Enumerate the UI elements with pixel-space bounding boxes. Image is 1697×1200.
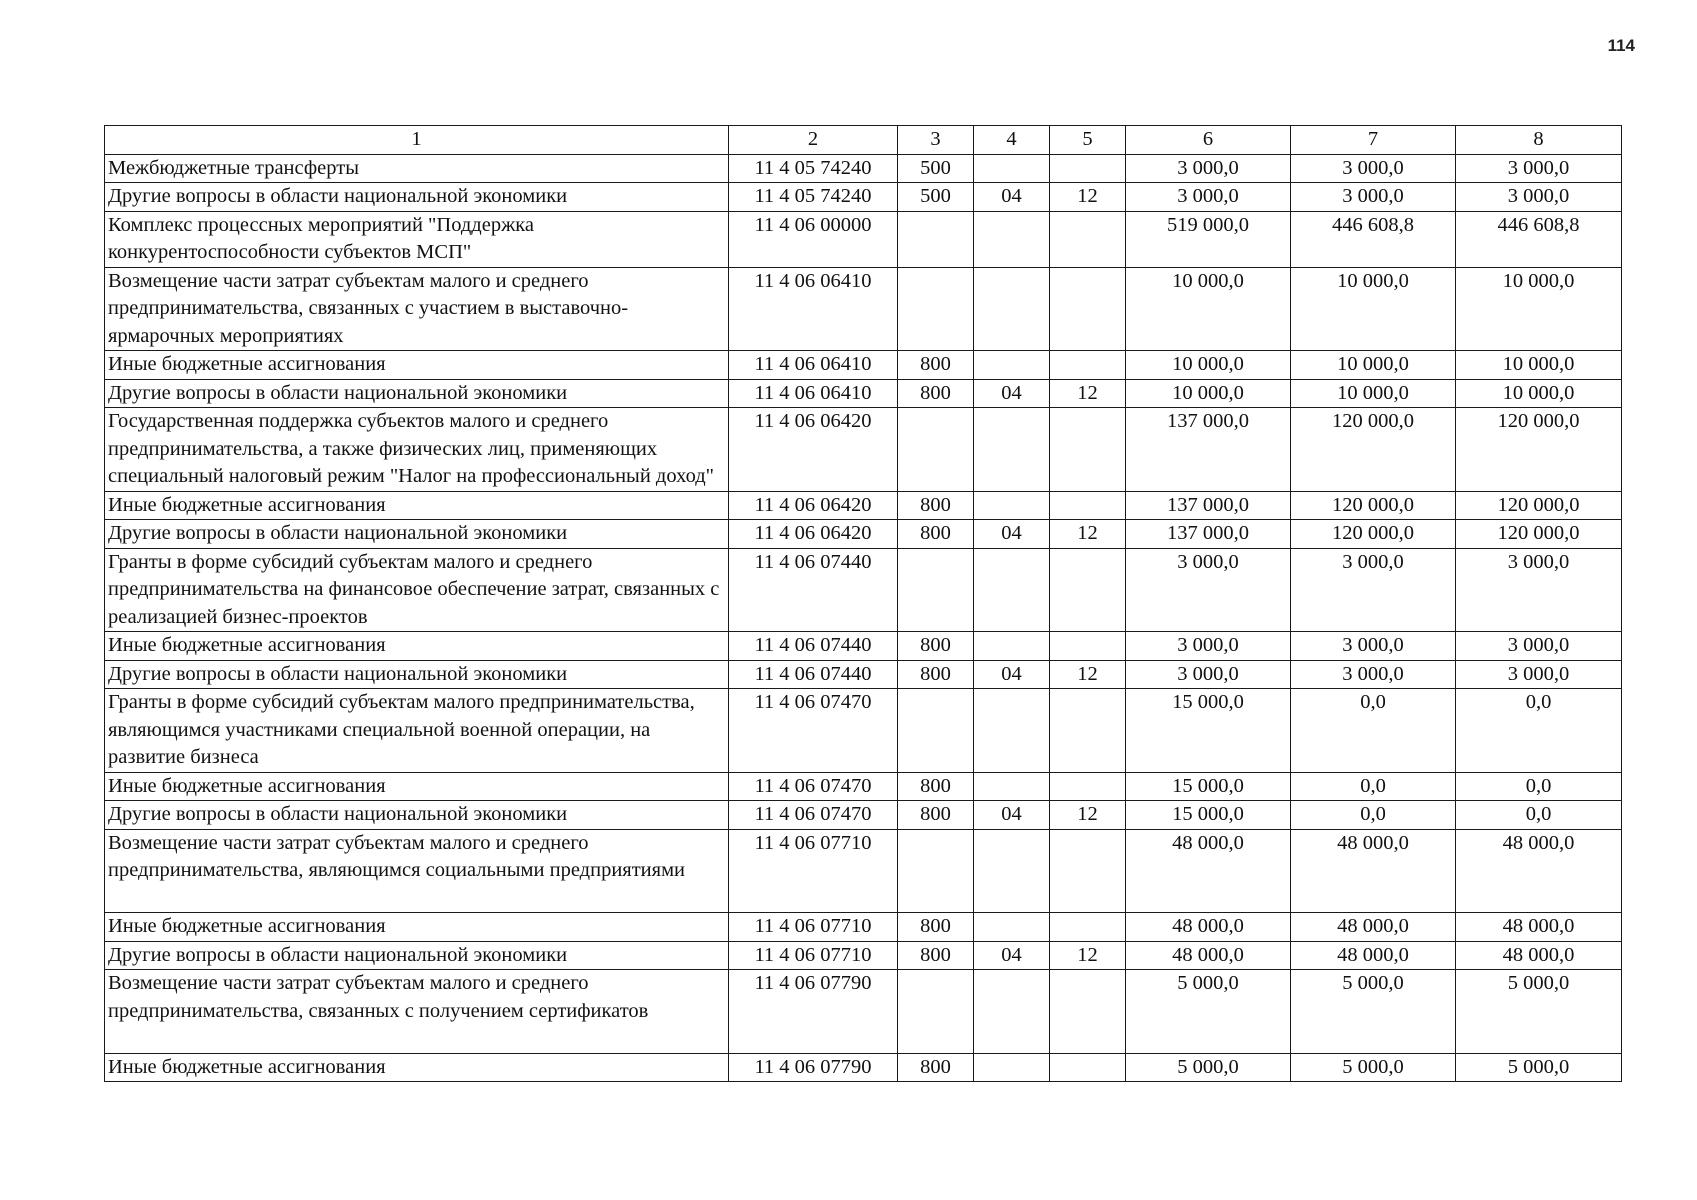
row-amount-col8-cell: 0,0 (1456, 772, 1622, 801)
table-row (105, 1053, 1622, 1082)
table-row (105, 408, 1622, 492)
row-amount-col7-cell: 5 000,0 (1291, 970, 1456, 1054)
row-amount-col8-cell: 3 000,0 (1456, 660, 1622, 689)
row-expense-type-cell: 800 (898, 491, 974, 520)
table-row (105, 772, 1622, 801)
row-code-cell: 11 4 06 06420 (729, 408, 898, 492)
row-amount-col8-cell: 120 000,0 (1456, 520, 1622, 549)
row-section-cell: 04 (974, 183, 1050, 212)
row-amount-col7-cell: 446 608,8 (1291, 211, 1456, 267)
row-subsection-cell: 12 (1050, 941, 1126, 970)
row-expense-type-cell (898, 548, 974, 632)
row-amount-col8-cell: 120 000,0 (1456, 408, 1622, 492)
row-code-cell: 11 4 06 07470 (729, 801, 898, 830)
row-section-cell: 04 (974, 801, 1050, 830)
row-code-cell: 11 4 06 07710 (729, 941, 898, 970)
row-amount-col8-cell: 3 000,0 (1456, 548, 1622, 632)
row-subsection-cell (1050, 829, 1126, 913)
row-section-cell (974, 408, 1050, 492)
row-section-cell (974, 267, 1050, 351)
table-row (105, 520, 1622, 549)
row-amount-col6-cell: 3 000,0 (1126, 548, 1291, 632)
row-amount-col8-cell: 48 000,0 (1456, 829, 1622, 913)
row-name-cell: Другие вопросы в области национальной экономики (105, 520, 729, 549)
row-code-cell: 11 4 05 74240 (729, 183, 898, 212)
row-expense-type-cell (898, 970, 974, 1054)
row-section-cell (974, 689, 1050, 773)
row-name-cell: Гранты в форме субсидий субъектам малого предпринимательства, являющимся участниками специальной военной операции, на развитие бизнеса (105, 689, 729, 773)
row-name-cell: Иные бюджетные ассигнования (105, 491, 729, 520)
row-name-cell: Государственная поддержка субъектов малого и среднего предпринимательства, а также физических лиц, применяющих специальный налоговый режим "Налог на профессиональный доход" (105, 408, 729, 492)
row-section-cell (974, 913, 1050, 942)
row-subsection-cell (1050, 548, 1126, 632)
row-amount-col8-cell: 3 000,0 (1456, 154, 1622, 183)
row-amount-col6-cell: 10 000,0 (1126, 351, 1291, 380)
row-subsection-cell: 12 (1050, 183, 1126, 212)
row-amount-col7-cell: 120 000,0 (1291, 491, 1456, 520)
row-subsection-cell: 12 (1050, 801, 1126, 830)
row-amount-col6-cell: 3 000,0 (1126, 154, 1291, 183)
row-subsection-cell (1050, 351, 1126, 380)
row-amount-col6-cell: 10 000,0 (1126, 267, 1291, 351)
row-expense-type-cell (898, 689, 974, 773)
row-amount-col7-cell: 5 000,0 (1291, 1053, 1456, 1082)
row-expense-type-cell (898, 211, 974, 267)
row-section-cell: 04 (974, 379, 1050, 408)
column-number-2: 2 (729, 126, 898, 155)
row-amount-col7-cell: 3 000,0 (1291, 548, 1456, 632)
row-subsection-cell: 12 (1050, 660, 1126, 689)
row-name-cell: Другие вопросы в области национальной экономики (105, 801, 729, 830)
table-row (105, 351, 1622, 380)
row-amount-col6-cell: 3 000,0 (1126, 660, 1291, 689)
table-row (105, 970, 1622, 1054)
row-code-cell: 11 4 06 07440 (729, 660, 898, 689)
row-name-cell: Возмещение части затрат субъектам малого и среднего предпринимательства, являющимся социальными предприятиями (105, 829, 729, 913)
row-expense-type-cell (898, 267, 974, 351)
table-header-row (105, 126, 1622, 155)
row-amount-col7-cell: 3 000,0 (1291, 183, 1456, 212)
table-row (105, 941, 1622, 970)
row-code-cell: 11 4 06 07790 (729, 1053, 898, 1082)
row-amount-col7-cell: 48 000,0 (1291, 913, 1456, 942)
row-expense-type-cell: 800 (898, 351, 974, 380)
row-amount-col7-cell: 10 000,0 (1291, 351, 1456, 380)
row-amount-col6-cell: 15 000,0 (1126, 772, 1291, 801)
table-row (105, 379, 1622, 408)
row-expense-type-cell: 800 (898, 520, 974, 549)
row-subsection-cell (1050, 689, 1126, 773)
row-subsection-cell (1050, 154, 1126, 183)
row-expense-type-cell: 800 (898, 660, 974, 689)
row-amount-col8-cell: 446 608,8 (1456, 211, 1622, 267)
row-section-cell (974, 491, 1050, 520)
row-amount-col8-cell: 10 000,0 (1456, 379, 1622, 408)
row-name-cell: Межбюджетные трансферты (105, 154, 729, 183)
row-amount-col6-cell: 137 000,0 (1126, 520, 1291, 549)
row-code-cell: 11 4 06 07470 (729, 689, 898, 773)
row-section-cell (974, 351, 1050, 380)
table-row (105, 267, 1622, 351)
row-amount-col7-cell: 48 000,0 (1291, 829, 1456, 913)
row-amount-col8-cell: 10 000,0 (1456, 267, 1622, 351)
row-amount-col8-cell: 0,0 (1456, 689, 1622, 773)
row-name-cell: Иные бюджетные ассигнования (105, 913, 729, 942)
row-subsection-cell (1050, 408, 1126, 492)
row-section-cell: 04 (974, 660, 1050, 689)
row-section-cell: 04 (974, 941, 1050, 970)
row-name-cell: Другие вопросы в области национальной экономики (105, 941, 729, 970)
row-amount-col7-cell: 10 000,0 (1291, 379, 1456, 408)
row-amount-col7-cell: 3 000,0 (1291, 154, 1456, 183)
row-code-cell: 11 4 06 06410 (729, 267, 898, 351)
row-amount-col6-cell: 48 000,0 (1126, 913, 1291, 942)
row-amount-col8-cell: 48 000,0 (1456, 913, 1622, 942)
row-expense-type-cell (898, 829, 974, 913)
row-subsection-cell (1050, 772, 1126, 801)
table-row (105, 660, 1622, 689)
row-amount-col7-cell: 120 000,0 (1291, 408, 1456, 492)
row-amount-col7-cell: 10 000,0 (1291, 267, 1456, 351)
column-number-6: 6 (1126, 126, 1291, 155)
row-name-cell: Иные бюджетные ассигнования (105, 632, 729, 661)
column-number-4: 4 (974, 126, 1050, 155)
row-section-cell (974, 829, 1050, 913)
row-section-cell (974, 548, 1050, 632)
column-number-7: 7 (1291, 126, 1456, 155)
row-amount-col7-cell: 0,0 (1291, 801, 1456, 830)
row-amount-col7-cell: 120 000,0 (1291, 520, 1456, 549)
row-code-cell: 11 4 06 07470 (729, 772, 898, 801)
row-name-cell: Иные бюджетные ассигнования (105, 1053, 729, 1082)
row-amount-col6-cell: 5 000,0 (1126, 970, 1291, 1054)
column-number-1: 1 (105, 126, 729, 155)
column-number-3: 3 (898, 126, 974, 155)
row-section-cell (974, 772, 1050, 801)
page-number: 114 (1607, 36, 1635, 55)
row-amount-col6-cell: 3 000,0 (1126, 183, 1291, 212)
table-body (105, 126, 1622, 1082)
row-expense-type-cell: 800 (898, 379, 974, 408)
column-number-8: 8 (1456, 126, 1622, 155)
table-row (105, 154, 1622, 183)
row-amount-col7-cell: 3 000,0 (1291, 660, 1456, 689)
row-amount-col6-cell: 48 000,0 (1126, 829, 1291, 913)
row-name-cell: Другие вопросы в области национальной экономики (105, 379, 729, 408)
row-name-cell: Возмещение части затрат субъектам малого и среднего предпринимательства, связанных с участием в выставочно-ярмарочных мероприятиях (105, 267, 729, 351)
table-row (105, 491, 1622, 520)
row-expense-type-cell: 800 (898, 801, 974, 830)
row-subsection-cell: 12 (1050, 520, 1126, 549)
table-row (105, 632, 1622, 661)
row-amount-col6-cell: 519 000,0 (1126, 211, 1291, 267)
row-subsection-cell (1050, 913, 1126, 942)
row-amount-col6-cell: 15 000,0 (1126, 801, 1291, 830)
row-name-cell: Возмещение части затрат субъектам малого и среднего предпринимательства, связанных с получением сертификатов (105, 970, 729, 1054)
row-expense-type-cell: 800 (898, 1053, 974, 1082)
row-amount-col6-cell: 48 000,0 (1126, 941, 1291, 970)
row-code-cell: 11 4 06 06410 (729, 351, 898, 380)
row-name-cell: Иные бюджетные ассигнования (105, 351, 729, 380)
row-subsection-cell (1050, 632, 1126, 661)
table-row (105, 913, 1622, 942)
row-subsection-cell: 12 (1050, 379, 1126, 408)
row-subsection-cell (1050, 211, 1126, 267)
row-subsection-cell (1050, 491, 1126, 520)
table-row (105, 211, 1622, 267)
row-expense-type-cell: 500 (898, 183, 974, 212)
row-code-cell: 11 4 06 07790 (729, 970, 898, 1054)
row-expense-type-cell: 800 (898, 913, 974, 942)
row-amount-col8-cell: 10 000,0 (1456, 351, 1622, 380)
row-code-cell: 11 4 06 07710 (729, 829, 898, 913)
row-expense-type-cell (898, 408, 974, 492)
row-amount-col8-cell: 5 000,0 (1456, 1053, 1622, 1082)
row-amount-col6-cell: 10 000,0 (1126, 379, 1291, 408)
row-name-cell: Другие вопросы в области национальной экономики (105, 183, 729, 212)
row-amount-col6-cell: 5 000,0 (1126, 1053, 1291, 1082)
row-section-cell: 04 (974, 520, 1050, 549)
row-expense-type-cell: 800 (898, 941, 974, 970)
row-amount-col7-cell: 48 000,0 (1291, 941, 1456, 970)
row-code-cell: 11 4 06 06410 (729, 379, 898, 408)
table-row (105, 689, 1622, 773)
row-amount-col7-cell: 0,0 (1291, 772, 1456, 801)
row-expense-type-cell: 800 (898, 772, 974, 801)
row-name-cell: Комплекс процессных мероприятий "Поддержка конкурентоспособности субъектов МСП" (105, 211, 729, 267)
row-name-cell: Иные бюджетные ассигнования (105, 772, 729, 801)
row-amount-col6-cell: 15 000,0 (1126, 689, 1291, 773)
table-row (105, 829, 1622, 913)
row-code-cell: 11 4 05 74240 (729, 154, 898, 183)
row-section-cell (974, 632, 1050, 661)
row-amount-col8-cell: 0,0 (1456, 801, 1622, 830)
row-name-cell: Другие вопросы в области национальной экономики (105, 660, 729, 689)
row-section-cell (974, 154, 1050, 183)
row-amount-col8-cell: 48 000,0 (1456, 941, 1622, 970)
row-code-cell: 11 4 06 06420 (729, 520, 898, 549)
row-amount-col7-cell: 3 000,0 (1291, 632, 1456, 661)
row-amount-col7-cell: 0,0 (1291, 689, 1456, 773)
row-name-cell: Гранты в форме субсидий субъектам малого и среднего предпринимательства на финансовое обеспечение затрат, связанных с реализацией бизнес-проектов (105, 548, 729, 632)
row-section-cell (974, 211, 1050, 267)
row-amount-col8-cell: 3 000,0 (1456, 632, 1622, 661)
row-code-cell: 11 4 06 07710 (729, 913, 898, 942)
row-expense-type-cell: 500 (898, 154, 974, 183)
table-row (105, 183, 1622, 212)
row-section-cell (974, 970, 1050, 1054)
row-amount-col6-cell: 3 000,0 (1126, 632, 1291, 661)
row-code-cell: 11 4 06 06420 (729, 491, 898, 520)
row-amount-col6-cell: 137 000,0 (1126, 408, 1291, 492)
row-code-cell: 11 4 06 00000 (729, 211, 898, 267)
row-subsection-cell (1050, 1053, 1126, 1082)
row-amount-col8-cell: 5 000,0 (1456, 970, 1622, 1054)
table-row (105, 548, 1622, 632)
row-subsection-cell (1050, 970, 1126, 1054)
row-amount-col8-cell: 3 000,0 (1456, 183, 1622, 212)
row-subsection-cell (1050, 267, 1126, 351)
table-row (105, 801, 1622, 830)
row-amount-col6-cell: 137 000,0 (1126, 491, 1291, 520)
row-amount-col8-cell: 120 000,0 (1456, 491, 1622, 520)
column-number-5: 5 (1050, 126, 1126, 155)
row-expense-type-cell: 800 (898, 632, 974, 661)
row-section-cell (974, 1053, 1050, 1082)
budget-table (104, 125, 1622, 1082)
row-code-cell: 11 4 06 07440 (729, 632, 898, 661)
row-code-cell: 11 4 06 07440 (729, 548, 898, 632)
